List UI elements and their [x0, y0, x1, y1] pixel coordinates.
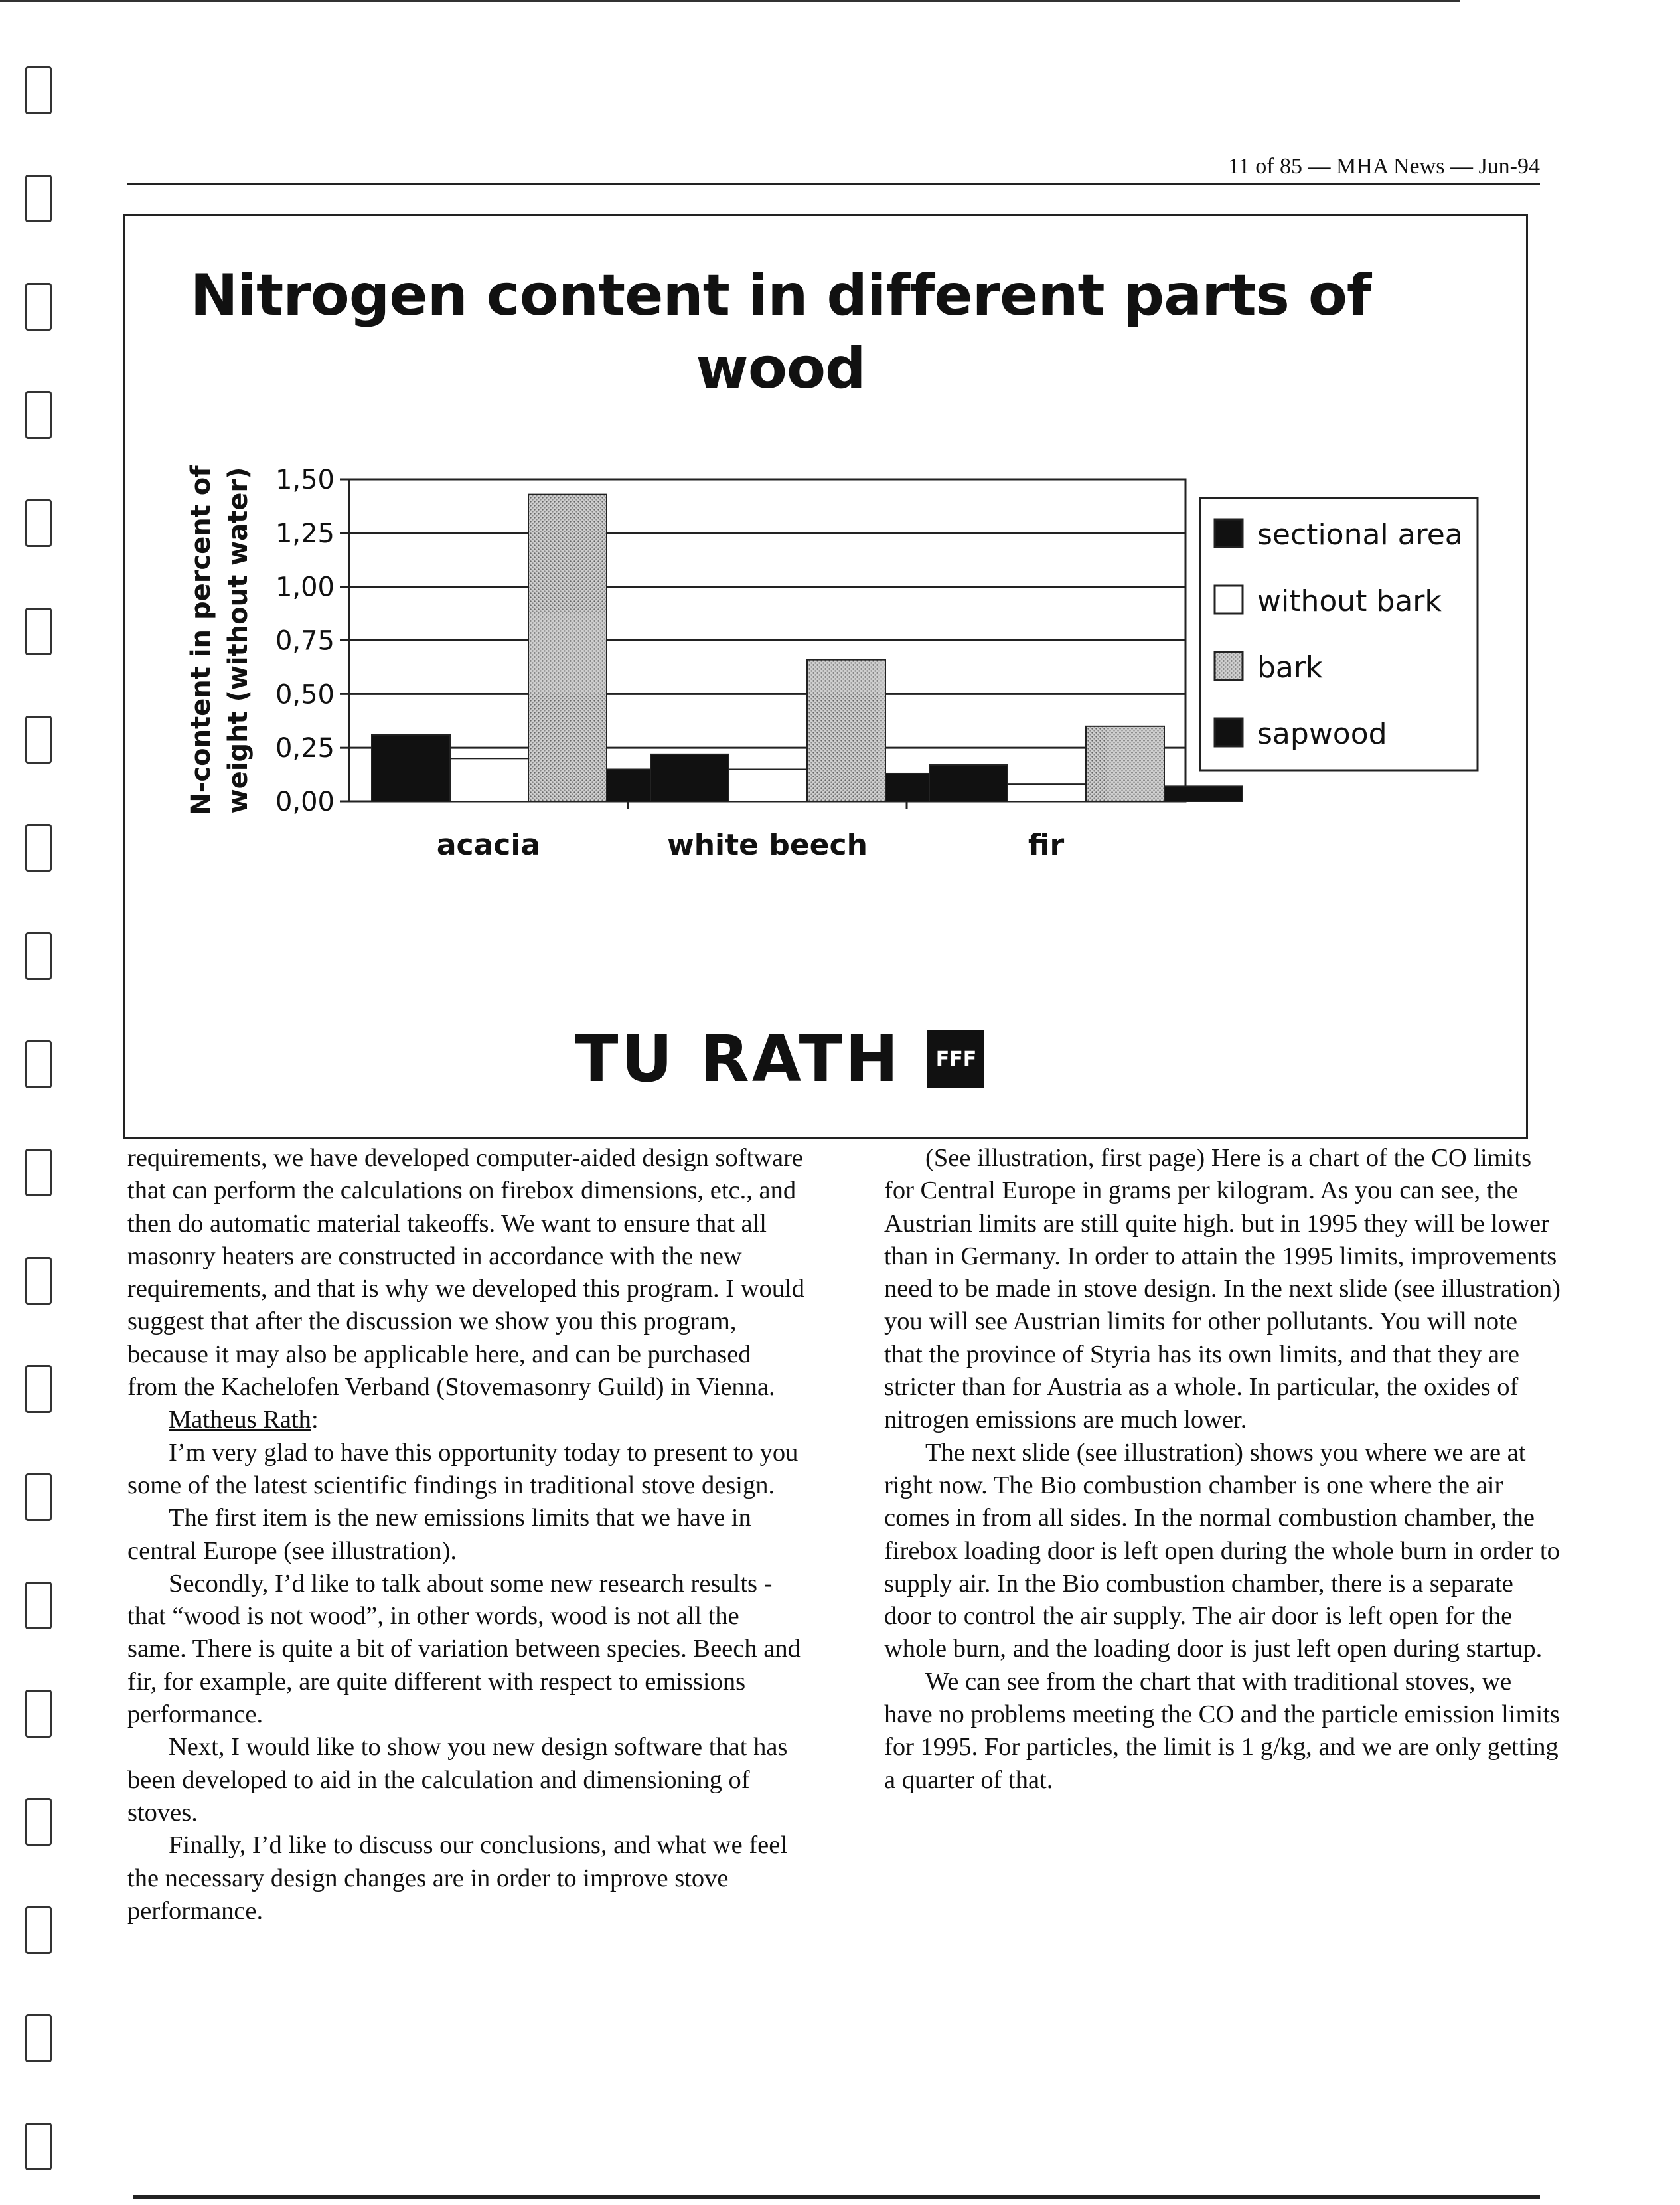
legend-label: sectional area: [1257, 518, 1463, 552]
legend-label: without bark: [1257, 584, 1442, 618]
legend-label: sapwood: [1257, 717, 1387, 751]
right-paragraph-1: (See illustration, first page) Here is a chart of the CO limits for Central Europe in grams per kilogram. As you can see, the Austrian limits are still quite high. but in 1995 they will be lower than in Germany. In order to attain the 1995 limits, improvements need to be made in stove design. In the next slide (see illustration) you will see Austrian limits for other pollutants. You will note that the province of Styria has its own limits, and that they are stricter than for Austria as a whole. In particular, the oxides of nitrogen emissions are much lower.: [884, 1144, 1561, 1434]
binder-hole: [25, 1040, 52, 1088]
y-tick-label: 0,75: [275, 625, 335, 657]
binder-hole: [25, 1365, 52, 1413]
legend-swatch: [1215, 586, 1243, 613]
header-rule: [127, 183, 1540, 185]
tu-rath-logo: [575, 1022, 984, 1096]
binder-hole: [25, 716, 52, 764]
bar: [1164, 786, 1243, 801]
left-paragraph-3: The first item is the new emissions limits that we have in central Europe (see illustration).: [127, 1504, 751, 1565]
y-tick-label: 0,50: [275, 679, 335, 710]
legend-swatch: [1215, 718, 1243, 746]
legend-swatch: [1215, 652, 1243, 680]
speaker-colon: :: [311, 1406, 319, 1434]
bar: [450, 758, 528, 801]
binder-hole: [25, 824, 52, 872]
binder-hole: [25, 175, 52, 222]
y-tick-label: 1,50: [275, 465, 335, 495]
binder-hole: [25, 66, 52, 114]
binder-hole: [25, 608, 52, 655]
binder-holes: [25, 53, 58, 2178]
bar: [1008, 784, 1086, 801]
nitrogen-bar-chart: [123, 214, 1528, 1139]
left-paragraph-1: requirements, we have developed computer-aided design software that can perform the calculations on firebox dimensions, etc., and then do automatic material takeoffs. We want to ensure that all masonry heaters are constructed in accordance with the new requirements, and that is why we developed this program. I would suggest that after the discussion we show you this program, because it may also be applicable here, and can be purchased from the Kachelofen Verband (Stovemasonry Guild) in Vienna.: [127, 1144, 805, 1402]
bar: [1086, 726, 1164, 801]
legend-swatch: [1215, 519, 1243, 547]
binder-hole: [25, 2123, 52, 2170]
left-column: [127, 1142, 804, 1927]
binder-hole: [25, 1473, 52, 1521]
y-axis-label: weight (without water): [223, 467, 254, 814]
binder-hole: [25, 1257, 52, 1305]
legend-label: bark: [1257, 651, 1323, 685]
x-tick-label: fir: [1028, 828, 1065, 862]
y-tick-label: 1,25: [275, 518, 335, 549]
bar: [372, 735, 450, 801]
right-paragraph-3: We can see from the chart that with traditional stoves, we have no problems meeting the CO and the particle emission limits for 1995. For particles, the limit is 1 g/kg, and we are only getting a quarter of that.: [884, 1667, 1560, 1794]
x-tick-label: acacia: [436, 828, 541, 862]
left-paragraph-4: Secondly, I’d like to talk about some new research results - that “wood is not wood”, in other words, wood is not all the same. There is quite a bit of variation between species. Beech and fir, for example, are quite different with respect to emissions performance.: [127, 1569, 801, 1729]
binder-hole: [25, 499, 52, 547]
y-tick-label: 1,00: [275, 572, 335, 603]
y-axis-label: N-content in percent of: [186, 465, 216, 815]
binder-hole: [25, 1582, 52, 1629]
left-paragraph-2: I’m very glad to have this opportunity today to present to you some of the latest scientific findings in traditional stove design.: [127, 1438, 799, 1499]
binder-hole: [25, 283, 52, 331]
page-header: 11 of 85 — MHA News — Jun-94: [1227, 154, 1540, 179]
binder-hole: [25, 1690, 52, 1738]
x-tick-label: white beech: [667, 828, 868, 862]
bottom-edge-rule: [133, 2195, 1540, 2199]
bar: [807, 660, 885, 801]
binder-hole: [25, 1798, 52, 1846]
chart-title: Nitrogen content in different parts of wood: [190, 262, 1371, 402]
logo-text: TU RATH: [575, 1022, 901, 1096]
binder-hole: [25, 1149, 52, 1196]
y-tick-label: 0,00: [275, 787, 335, 817]
y-tick-label: 0,25: [275, 733, 335, 764]
speaker-line: [127, 1404, 804, 1436]
bar: [528, 495, 607, 801]
right-column: [884, 1142, 1561, 1797]
left-paragraph-5: Next, I would like to show you new design software that has been developed to aid in the calculation and dimensioning of stoves.: [127, 1733, 788, 1827]
speaker-name: Matheus Rath: [169, 1406, 311, 1434]
binder-hole: [25, 391, 52, 439]
bar: [650, 754, 729, 801]
bar: [729, 770, 807, 802]
binder-hole: [25, 1906, 52, 1954]
binder-hole: [25, 932, 52, 980]
right-paragraph-2: The next slide (see illustration) shows you where we are at right now. The Bio combustion chamber is one where the air comes in from all sides. In the normal combustion chamber, the firebox loading door is left open during the whole burn in order to supply air. In the Bio combustion chamber, there is a separate door to control the air supply. The air door is left open for the whole burn, and the loading door is just left open during startup.: [884, 1438, 1560, 1663]
bar: [929, 765, 1008, 801]
top-edge-rule: [0, 0, 1460, 2]
left-paragraph-6: Finally, I’d like to discuss our conclusions, and what we feel the necessary design changes are in order to improve stove performance.: [127, 1831, 788, 1925]
binder-hole: [25, 2014, 52, 2062]
logo-mark-icon: FFF: [927, 1030, 984, 1088]
